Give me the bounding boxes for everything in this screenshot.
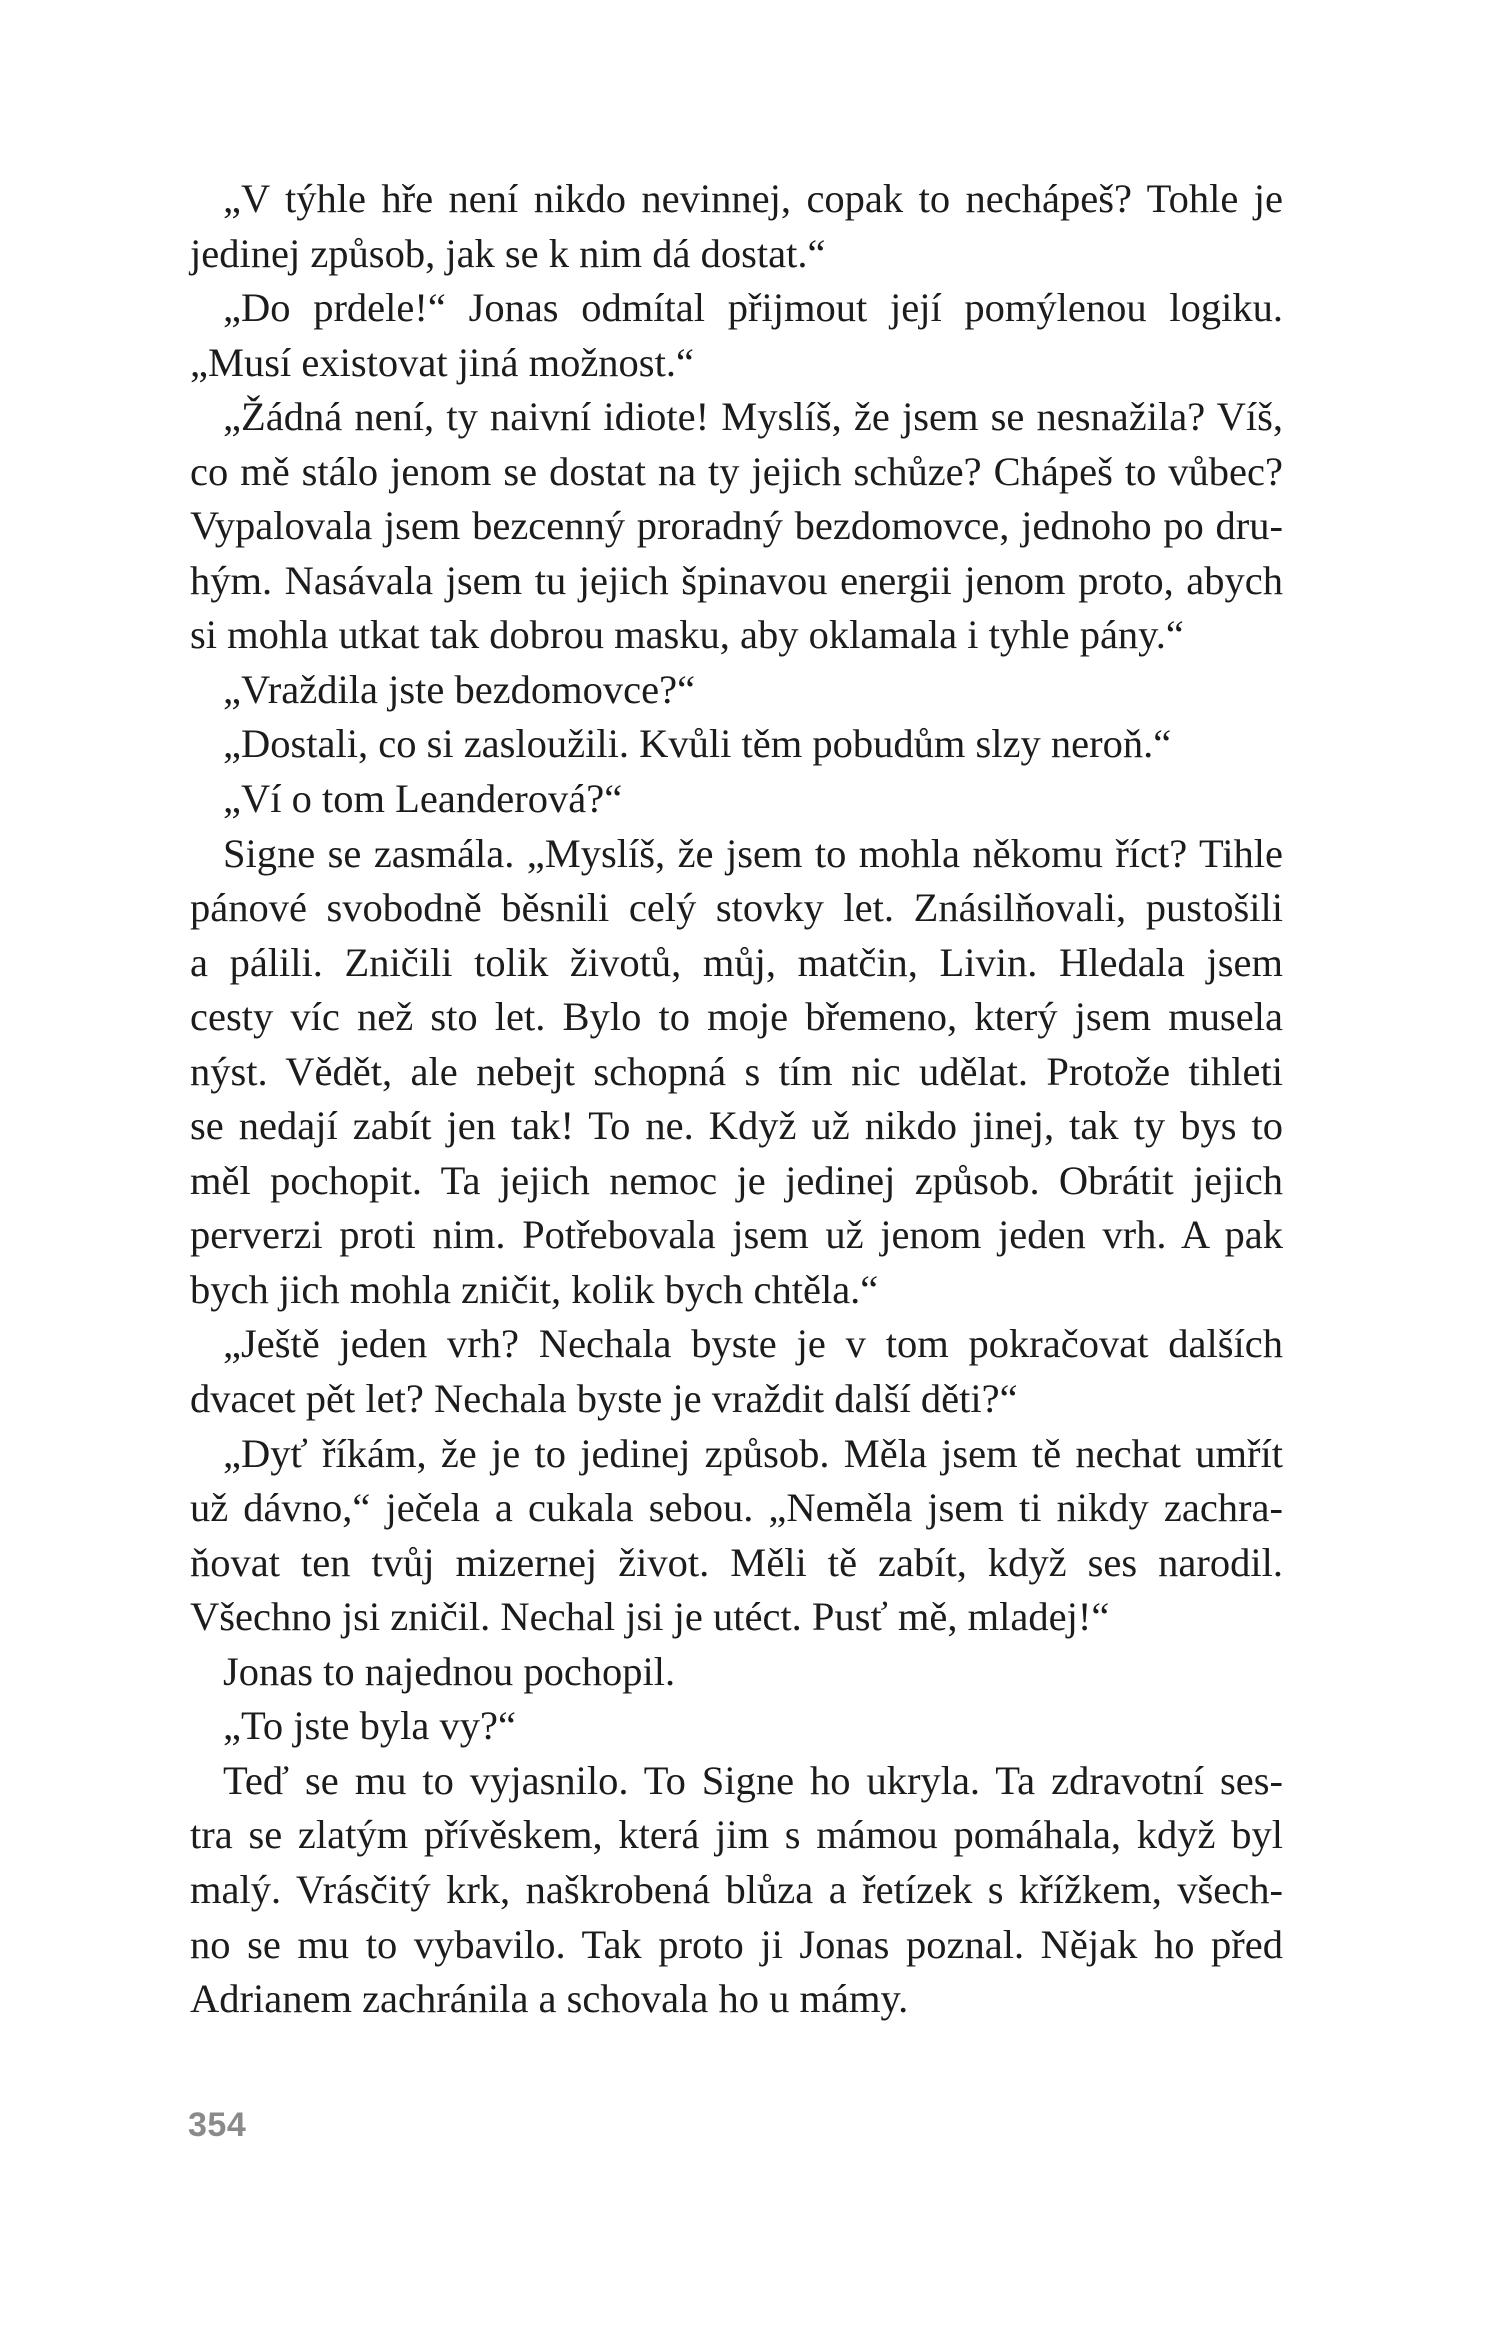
text-line: si mohla utkat tak dobrou masku, aby oklamala i tyhle pány.“	[190, 612, 1184, 658]
text-line: „To jste byla vy?“	[223, 1703, 516, 1749]
text-line: Teď se mu to vyjasnilo. To Signe ho ukryla. Ta zdravotní ses-	[223, 1757, 1283, 1803]
text-line: „Ještě jeden vrh? Nechala byste je v tom pokračovat dalších	[223, 1321, 1283, 1367]
text-line: „Dyť říkám, že je to jedinej způsob. Měla jsem tě nechat umřít	[223, 1430, 1283, 1476]
text-line: pánové svobodně běsnili celý stovky let. Znásilňovali, pustošili	[190, 885, 1283, 931]
text-line: a pálili. Zničili tolik životů, můj, matčin, Livin. Hledala jsem	[190, 939, 1283, 985]
text-line: malý. Vrásčitý krk, naškrobená blůza a řetízek s křížkem, všech-	[190, 1866, 1283, 1912]
text-line: „Žádná není, ty naivní idiote! Myslíš, že jsem se nesnažila? Víš,	[223, 394, 1283, 440]
body-text	[190, 172, 1283, 2027]
text-line: Signe se zasmála. „Myslíš, že jsem to mohla někomu říct? Tihle	[223, 830, 1283, 876]
text-line: „Musí existovat jiná možnost.“	[190, 339, 694, 385]
text-line: cesty víc než sto let. Bylo to moje břemeno, který jsem musela	[190, 994, 1283, 1040]
text-line: „Do prdele!“ Jonas odmítal přijmout její pomýlenou logiku.	[223, 285, 1283, 331]
text-line: tra se zlatým přívěskem, která jim s mámou pomáhala, když byl	[190, 1812, 1283, 1858]
text-line: hým. Nasávala jsem tu jejich špinavou energii jenom proto, abych	[190, 557, 1283, 603]
text-line: Vypalovala jsem bezcenný proradný bezdomovce, jednoho po dru-	[190, 503, 1283, 549]
text-line: co mě stálo jenom se dostat na ty jejich schůze? Chápeš to vůbec?	[190, 448, 1283, 494]
text-line: Všechno jsi zničil. Nechal jsi je utéct. Pusť mě, mladej!“	[190, 1594, 1110, 1640]
text-line: „V týhle hře není nikdo nevinnej, copak to nechápeš? Tohle je	[223, 176, 1283, 221]
text-line: Jonas to najednou pochopil.	[223, 1648, 676, 1694]
text-line: ňovat ten tvůj mizernej život. Měli tě zabít, když ses narodil.	[190, 1539, 1283, 1585]
text-line: perverzi proti nim. Potřebovala jsem už jenom jeden vrh. A pak	[190, 1212, 1283, 1258]
text-line: „Ví o tom Leanderová?“	[223, 776, 623, 822]
text-line: „Vraždila jste bezdomovce?“	[223, 666, 696, 712]
text-line: už dávno,“ ječela a cukala sebou. „Neměla jsem ti nikdy zachra-	[190, 1485, 1283, 1531]
page-number: 354	[188, 2106, 247, 2144]
text-line: no se mu to vybavilo. Tak proto ji Jonas poznal. Nějak ho před	[190, 1921, 1283, 1967]
text-line: „Dostali, co si zasloužili. Kvůli těm pobudům slzy neroň.“	[223, 721, 1172, 767]
text-line: bych jich mohla zničit, kolik bych chtěla.“	[190, 1266, 879, 1312]
text-line: se nedají zabít jen tak! To ne. Když už nikdo jinej, tak ty bys to	[190, 1103, 1283, 1149]
text-line: jedinej způsob, jak se k nim dá dostat.“	[190, 230, 826, 276]
text-line: dvacet pět let? Nechala byste je vraždit další děti?“	[190, 1376, 1018, 1422]
text-line: nýst. Vědět, ale nebejt schopná s tím nic udělat. Protože tihleti	[190, 1048, 1283, 1094]
text-line: Adrianem zachránila a schovala ho u mámy.	[190, 1976, 909, 2022]
text-line: měl pochopit. Ta jejich nemoc je jedinej způsob. Obrátit jejich	[190, 1157, 1283, 1203]
